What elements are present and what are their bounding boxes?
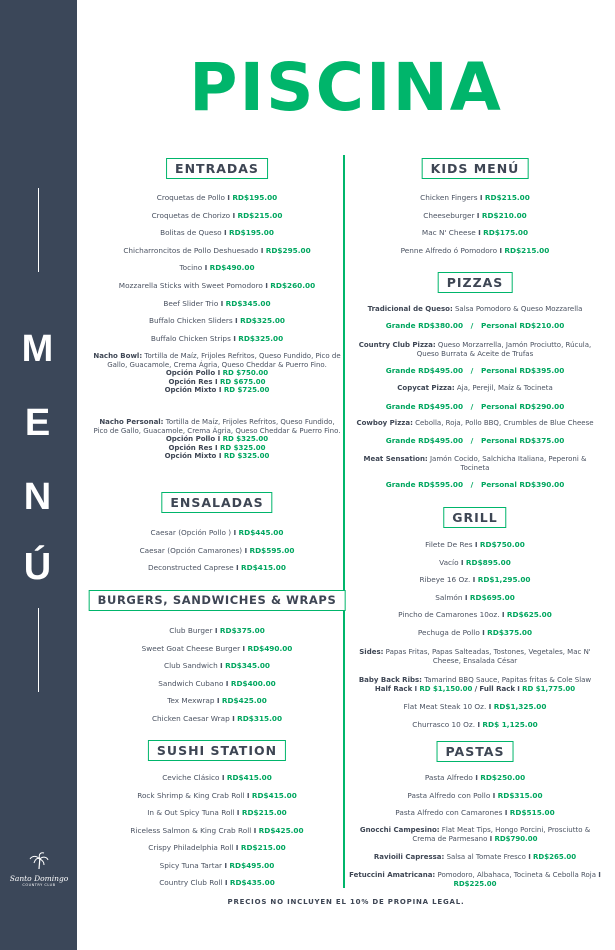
menu-item-price: RD$445.00: [238, 528, 284, 537]
menu-item-name: Sandwich Cubano: [158, 678, 224, 688]
menu-item: [92, 334, 342, 343]
menu-item-separator: I: [235, 843, 239, 852]
pizza-prices: [348, 321, 602, 330]
menu-item-name: In & Out Spicy Tuna Roll: [147, 808, 235, 817]
pizza-price-separator: /: [470, 480, 474, 489]
menu-item: [92, 791, 342, 800]
menu-item-price: RD$750.00: [479, 540, 525, 549]
menu-item-separator: I: [479, 193, 483, 202]
pizza-item: [348, 455, 602, 472]
menu-item-name: Club Burger: [169, 626, 213, 635]
nacho-bowl-desc: Tortilla de Maíz, Frijoles Refritos, Queso Fundido, Pico de Gallo, Guacamole, Crema Ágria, Queso Cheddar & Puerro Fino.: [107, 352, 341, 369]
menu-item: [92, 773, 342, 782]
menu-item-separator: I: [216, 696, 220, 705]
menu-item-separator: I: [221, 773, 225, 782]
section-title-burgers: BURGERS, SANDWICHES & WRAPS: [89, 590, 346, 611]
section-title-pastas: PASTAS: [437, 741, 514, 762]
menu-item-separator: I: [472, 575, 476, 585]
palm-tree-icon: [29, 852, 49, 870]
menu-item-name: Buffalo Chicken Strips: [150, 333, 231, 343]
sidebar-letter-u: Ú: [23, 546, 54, 588]
menu-item-name: Crispy Philadelphia Roll: [148, 843, 234, 852]
grill-ribs-desc: Tamarind BBQ Sauce, Papitas fritas & Cole Slaw: [424, 676, 592, 684]
menu-item-name: Tocino: [179, 263, 203, 273]
menu-item-name: Tex Mexwrap: [167, 696, 215, 705]
pizza-desc: Salsa Pomodoro & Queso Mozzarella: [454, 305, 583, 313]
pizza-personal-price: Personal RD$395.00: [480, 366, 565, 375]
pizza-desc: Cebolla, Roja, Pollo BBQ, Crumbles de Blue Cheese: [415, 419, 594, 427]
nacho-personal: [92, 418, 342, 461]
menu-item-price: RD$210.00: [481, 210, 527, 220]
menu-item: [92, 281, 342, 290]
pizza-prices: [348, 402, 602, 411]
menu-item: [92, 661, 342, 670]
menu-item: [92, 263, 342, 272]
nacho-personal-option: Opción Mixto I RD $325.00: [164, 452, 270, 460]
menu-item-name: Ribeye 16 Oz.: [419, 575, 471, 585]
menu-item-separator: I: [464, 592, 468, 602]
pizza-item: [348, 384, 602, 393]
menu-item-separator: I: [227, 193, 230, 202]
menu-item-separator: I: [460, 557, 464, 567]
page-title: PISCINA: [189, 49, 503, 126]
pizza-name: Copycat Pizza:: [397, 384, 455, 392]
menu-item-name: Penne Alfredo ó Pomodoro: [400, 245, 498, 255]
menu-item-separator: I: [233, 333, 236, 343]
nacho-bowl-option: Opción Pollo I RD $750.00: [165, 369, 269, 377]
menu-item-price: RD$325.00: [238, 333, 284, 343]
menu-item-price: RD$195.00: [232, 193, 278, 202]
pizza-grande-price: Grande RD$495.00: [385, 436, 464, 445]
pizza-prices: [348, 480, 602, 489]
sidebar-bottom-line: [38, 608, 39, 692]
nacho-bowl: [92, 352, 342, 395]
menu-item: [92, 808, 342, 817]
menu-item-price: RD$425.00: [221, 696, 267, 705]
menu-item: [92, 528, 342, 537]
menu-item-name: Vacío: [439, 557, 459, 567]
menu-item-price: RD$375.00: [487, 628, 533, 637]
column-divider: [343, 155, 345, 888]
menu-item-price: RD$425.00: [258, 825, 304, 835]
menu-item-separator: I: [220, 661, 223, 670]
menu-item: [348, 808, 602, 817]
menu-item-price: RD$315.00: [497, 790, 543, 800]
menu-item-price: RD$495.00: [229, 860, 275, 870]
menu-item-price: RD$345.00: [225, 661, 270, 670]
pasta-ravioli: Ravioili Capressa: Salsa al Tomate Fresco I RD$265.00: [373, 853, 577, 861]
pizza-personal-price: Personal RD$390.00: [480, 480, 565, 489]
pizza-desc: Jamón Cocido, Salchicha Italiana, Peperoni & Tocineta: [429, 455, 587, 472]
menu-item-name: Mozzarella Sticks with Sweet Pomodoro: [118, 281, 263, 290]
pizza-price-separator: /: [470, 436, 474, 445]
menu-item-name: Rock Shrimp & King Crab Roll: [137, 790, 245, 800]
menu-item-separator: I: [204, 263, 208, 273]
menu-item: [348, 575, 602, 584]
menu-item-separator: I: [223, 228, 227, 238]
pizza-price-separator: /: [470, 321, 474, 330]
logo-sub: COUNTRY CLUB: [22, 883, 56, 887]
menu-item-price: RD$515.00: [509, 808, 555, 817]
menu-item-name: Croquetas de Pollo: [156, 193, 225, 202]
menu-item-separator: I: [253, 825, 257, 835]
menu-item-name: Beef Slider Trio: [163, 298, 219, 308]
menu-item-separator: I: [476, 210, 480, 220]
menu-item-name: Filete De Res: [425, 540, 473, 549]
menu-item-price: RD$435.00: [229, 878, 275, 887]
menu-item-separator: I: [224, 860, 228, 870]
menu-item-name: Pincho de Camarones 10oz.: [398, 610, 500, 620]
menu-item-name: Pasta Alfredo con Pollo: [407, 790, 491, 800]
menu-item-separator: I: [236, 808, 240, 817]
menu-item-price: RD$415.00: [251, 790, 297, 800]
menu-item-price: RD$345.00: [225, 298, 271, 308]
menu-item-price: RD$195.00: [229, 228, 274, 238]
menu-item: [348, 558, 602, 567]
menu-item: [348, 610, 602, 619]
menu-item-price: RD$490.00: [247, 643, 293, 653]
section-title-ensaladas: ENSALADAS: [161, 492, 272, 513]
menu-item-name: Churrasco 10 Oz.: [412, 719, 476, 729]
menu-item-price: RD$625.00: [506, 610, 552, 620]
menu-item-separator: I: [236, 563, 239, 572]
pizza-personal-price: Personal RD$375.00: [480, 436, 565, 445]
menu-item-separator: I: [475, 773, 478, 782]
grill-ribs: Baby Back Ribs: Tamarind BBQ Sauce, Papitas fritas & Cole Slaw Half Rack I RD $1,150.00 / Full Rack I RD $1,775.00: [358, 676, 592, 693]
pizza-grande-price: Grande RD$495.00: [385, 366, 464, 375]
menu-item: [92, 626, 342, 635]
menu-item-separator: I: [242, 643, 246, 653]
pasta-fetuccini: Fetuccini Amatricana: Pomodoro, Albahaca, Tocineta & Cebolla Roja I RD$225.00: [349, 871, 601, 888]
menu-item-price: RD$695.00: [469, 592, 515, 602]
grill-sides: [348, 648, 602, 665]
menu-item-name: Riceless Salmon & King Crab Roll: [130, 825, 252, 835]
menu-item-separator: I: [474, 540, 478, 549]
menu-item: [348, 540, 602, 549]
menu-item: [348, 702, 602, 711]
pizza-price-separator: /: [470, 366, 474, 375]
menu-item-price: RD$895.00: [465, 557, 511, 567]
logo-name: Santo Domingo: [9, 874, 69, 883]
menu-item-price: RD$215.00: [237, 210, 283, 220]
pizza-name: Meat Sensation:: [363, 455, 428, 463]
menu-item-name: Caesar (Opción Pollo ): [150, 528, 232, 537]
menu-item-price: RD$260.00: [270, 281, 316, 290]
menu-item-separator: I: [478, 228, 481, 237]
menu-item-price: RD$1,325.00: [493, 702, 547, 711]
menu-item-price: RD$415.00: [226, 773, 272, 782]
pizza-price-separator: /: [470, 402, 474, 411]
menu-item: [92, 861, 342, 870]
menu-item-price: RD$295.00: [265, 245, 311, 255]
nacho-bowl-option: Opción Mixto I RD $725.00: [164, 386, 270, 394]
menu-item-price: RD$315.00: [237, 713, 283, 723]
menu-item-name: Chicken Fingers: [420, 193, 478, 202]
nacho-bowl-option: Opción Res I RD $675.00: [168, 377, 266, 386]
menu-item-name: Sweet Goat Cheese Burger: [141, 643, 241, 653]
menu-item: [348, 720, 602, 729]
nacho-personal-name: Nacho Personal:: [99, 418, 164, 426]
menu-item: [92, 679, 342, 688]
menu-item-separator: I: [260, 245, 264, 255]
pasta-gnocchi: Gnocchi Campesino: Flat Meat Tips, Hongo Porcini, Prosciutto & Crema de Parmesano I RD$790.00: [359, 826, 591, 843]
menu-item-separator: I: [244, 545, 248, 555]
menu-item-price: RD$215.00: [240, 843, 286, 852]
menu-item-separator: I: [220, 298, 224, 308]
menu-item-separator: I: [265, 281, 268, 290]
menu-item-name: Chicken Caesar Wrap: [151, 713, 230, 723]
menu-item-name: Flat Meat Steak 10 Oz.: [403, 702, 487, 711]
menu-item: [92, 696, 342, 705]
grill-sides-name: Sides:: [359, 648, 384, 656]
pizza-grande-price: Grande RD$495.00: [385, 402, 464, 411]
menu-item: [92, 843, 342, 852]
menu-item: [92, 644, 342, 653]
section-title-sushi: SUSHI STATION: [148, 740, 286, 761]
pizza-item: [348, 341, 602, 358]
menu-item-separator: I: [232, 210, 236, 220]
menu-item-separator: I: [492, 790, 496, 800]
menu-item-name: Salmón: [435, 592, 463, 602]
menu-item-price: RD$215.00: [504, 245, 550, 255]
nacho-bowl-name: Nacho Bowl:: [93, 352, 143, 360]
grill-ribs-name: Baby Back Ribs:: [358, 676, 422, 684]
pizza-grande-price: Grande RD$595.00: [385, 480, 464, 489]
menu-item-separator: I: [225, 678, 229, 688]
menu-item-separator: I: [488, 702, 492, 711]
menu-item-name: Deconstructed Caprese: [148, 563, 234, 572]
menu-item-price: RD$175.00: [483, 228, 529, 237]
menu-item-price: RD$325.00: [240, 316, 285, 326]
menu-item: [92, 563, 342, 572]
menu-item-name: Pasta Alfredo: [424, 773, 473, 782]
menu-item: [348, 791, 602, 800]
menu-item-price: RD$215.00: [484, 193, 530, 202]
menu-item: [92, 878, 342, 887]
menu-item-separator: I: [232, 713, 235, 723]
menu-item: [92, 826, 342, 835]
menu-item-name: Cheeseburger: [423, 210, 475, 220]
pizza-grande-price: Grande RD$380.00: [385, 321, 464, 330]
section-title-kids: KIDS MENÚ: [422, 158, 529, 179]
menu-item-name: Pechuga de Pollo: [417, 628, 480, 637]
menu-item: [92, 546, 342, 555]
menu-item: [348, 228, 602, 237]
menu-item: [348, 246, 602, 255]
menu-item-name: Bolitas de Queso: [160, 228, 222, 238]
footer-note: PRECIOS NO INCLUYEN EL 10% DE PROPINA LEGAL.: [227, 898, 465, 906]
nacho-personal-desc: Tortilla de Maíz, Frijoles Refritos, Queso Fundido, Pico de Gallo, Guacamole, Crema Ágria, Queso Cheddar & Puerro Fino.: [93, 418, 341, 435]
pizza-personal-price: Personal RD$210.00: [480, 321, 565, 330]
menu-item-separator: I: [504, 808, 508, 817]
section-title-entradas: ENTRADAS: [166, 158, 268, 179]
menu-item: [92, 246, 342, 255]
menu-item-separator: I: [246, 790, 250, 800]
menu-item-name: Ceviche Clásico: [162, 773, 220, 782]
menu-item-name: Club Sandwich: [164, 661, 218, 670]
menu-item: [92, 316, 342, 325]
nacho-personal-option: Opción Res I RD $325.00: [168, 443, 266, 452]
menu-item-price: RD$400.00: [230, 678, 276, 688]
menu-item-separator: I: [224, 878, 228, 887]
menu-item-separator: I: [214, 626, 218, 635]
menu-item: [348, 211, 602, 220]
sidebar: [0, 0, 77, 950]
menu-item: [92, 193, 342, 202]
menu-item: [348, 628, 602, 637]
menu-item-price: RD$375.00: [219, 626, 265, 635]
pizza-item: [348, 419, 602, 428]
sidebar-letter-e: E: [24, 402, 53, 444]
menu-item: [348, 193, 602, 202]
section-title-grill: GRILL: [443, 507, 506, 528]
menu-item-price: RD$ 1,125.00: [482, 719, 538, 729]
section-title-pizzas: PIZZAS: [438, 272, 513, 293]
club-logo: [8, 852, 70, 888]
pizza-item: [348, 305, 602, 314]
menu-item-separator: I: [235, 316, 238, 326]
menu-item: [348, 773, 602, 782]
pizza-name: Cowboy Pizza:: [356, 419, 413, 427]
menu-item-price: RD$415.00: [241, 563, 286, 572]
menu-item: [92, 228, 342, 237]
pizza-desc: Queso Morzarrella, Jamón Prociutto, Rúcula, Queso Burrata & Aceite de Trufas: [416, 341, 592, 358]
menu-item-separator: I: [482, 628, 485, 637]
nacho-personal-option: Opción Pollo I RD $325.00: [165, 435, 269, 443]
pizza-name: Country Club Pizza:: [358, 341, 436, 349]
menu-item: [92, 299, 342, 308]
menu-item: [348, 593, 602, 602]
menu-item-name: Pasta Alfredo con Camarones: [395, 808, 503, 817]
menu-item-name: Buffalo Chicken Sliders: [148, 316, 233, 326]
menu-item: [92, 714, 342, 723]
menu-item-price: RD$215.00: [241, 808, 287, 817]
grill-sides-desc: Papas Fritas, Papas Salteadas, Tostones, Vegetales, Mac N' Cheese, Ensalada César: [385, 648, 591, 665]
menu-item-name: Country Club Roll: [159, 878, 223, 887]
menu-item-separator: I: [233, 528, 237, 537]
menu-item-separator: I: [501, 610, 505, 620]
sidebar-letter-n: N: [23, 476, 54, 518]
pizza-desc: Aja, Perejil, Maíz & Tocineta: [456, 384, 553, 392]
menu-item-name: Chicharroncitos de Pollo Deshuesado: [123, 245, 259, 255]
menu-item-name: Mac N' Cheese: [421, 228, 476, 237]
menu-item-name: Spicy Tuna Tartar: [159, 860, 223, 870]
pizza-prices: [348, 366, 602, 375]
pizza-personal-price: Personal RD$290.00: [480, 402, 565, 411]
menu-item-price: RD$490.00: [209, 263, 255, 273]
menu-item-price: RD$595.00: [249, 545, 295, 555]
menu-item-separator: I: [499, 245, 503, 255]
menu-item-separator: I: [477, 719, 481, 729]
menu-item-name: Croquetas de Chorizo: [151, 210, 231, 220]
menu-item-name: Caesar (Opción Camarones): [139, 545, 243, 555]
menu-item-price: RD$1,295.00: [477, 575, 531, 585]
menu-item-price: RD$250.00: [480, 773, 526, 782]
pizza-prices: [348, 436, 602, 445]
menu-item: [92, 211, 342, 220]
pizza-name: Tradicional de Queso:: [367, 305, 453, 313]
sidebar-top-line: [38, 188, 39, 272]
sidebar-letter-m: M: [21, 328, 56, 370]
